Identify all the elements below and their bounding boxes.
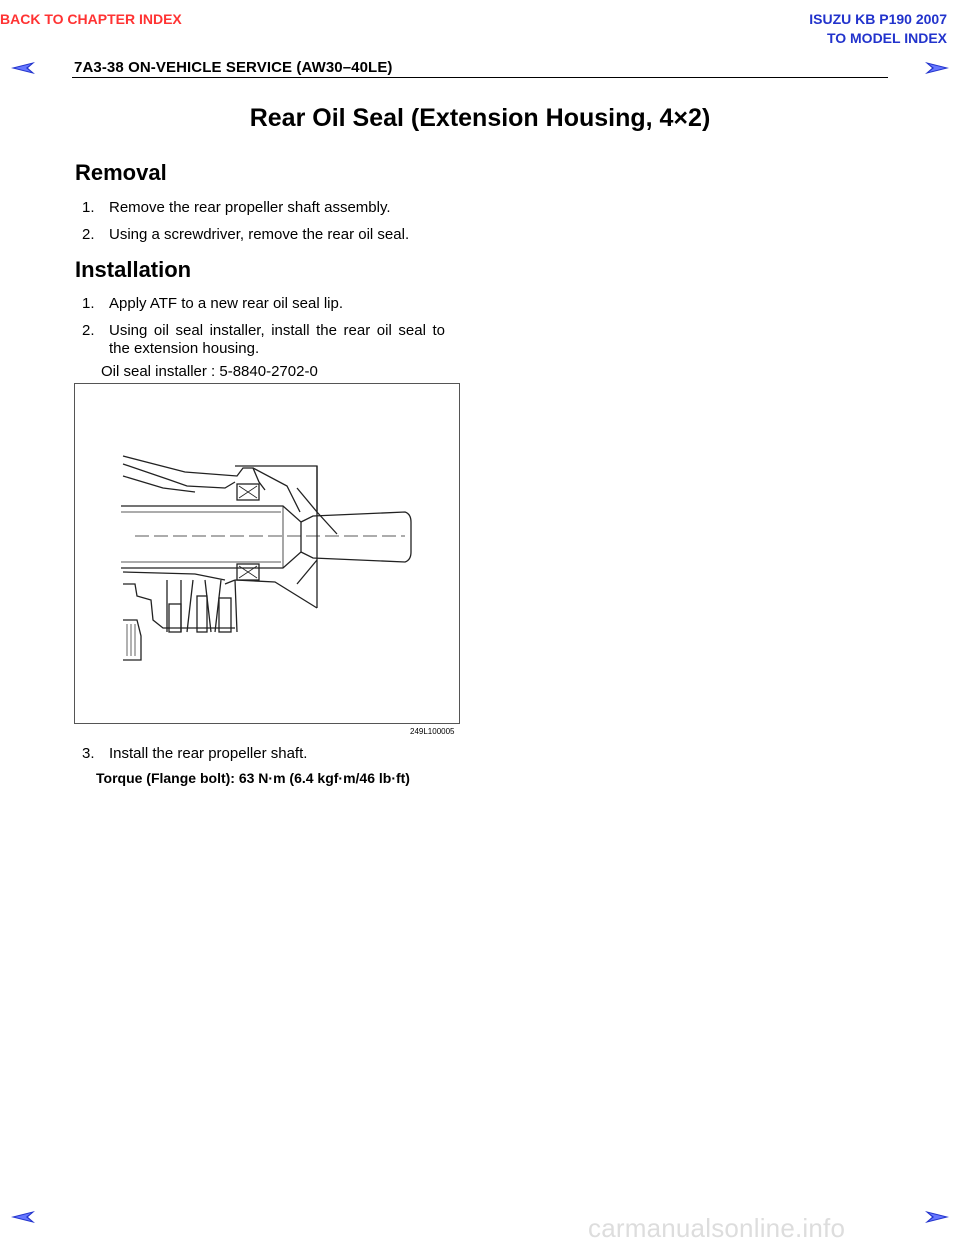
prev-page-arrow-icon[interactable] — [10, 61, 36, 75]
installation-step-3 — [82, 745, 445, 763]
step-text: Using a screwdriver, remove the rear oil seal. — [109, 226, 410, 243]
step-text: Install the rear propeller shaft. — [109, 745, 308, 762]
step-text: Using oil seal installer, install the rear oil seal to the extension housing. — [109, 322, 445, 357]
oil-seal-installer-illustration — [74, 383, 460, 724]
back-to-chapter-index-link[interactable]: BACK TO CHAPTER INDEX — [0, 11, 182, 27]
next-page-arrow-icon[interactable] — [924, 61, 950, 75]
figure-reference-number: 249L100005 — [410, 727, 455, 736]
step-number: 2. — [82, 322, 95, 339]
installation-step-2 — [82, 322, 445, 358]
model-title-link[interactable]: ISUZU KB P190 2007 — [809, 11, 947, 27]
step-number: 1. — [82, 199, 95, 216]
removal-heading: Removal — [75, 160, 167, 185]
installation-heading: Installation — [75, 257, 192, 282]
page-header: 7A3-38 ON-VEHICLE SERVICE (AW30–40LE) — [74, 59, 393, 76]
removal-step-1 — [82, 199, 445, 217]
page-title: Rear Oil Seal (Extension Housing, 4×2) — [249, 104, 711, 132]
installation-step-1 — [82, 295, 445, 313]
step-number: 1. — [82, 295, 95, 312]
to-model-index-link[interactable]: TO MODEL INDEX — [826, 30, 947, 46]
special-tool-spec: Oil seal installer : 5-8840-2702-0 — [101, 363, 318, 380]
header-divider — [72, 77, 888, 78]
watermark-text: carmanualsonline.info — [588, 1213, 846, 1243]
step-text: Apply ATF to a new rear oil seal lip. — [109, 295, 343, 312]
step-text: Remove the rear propeller shaft assembly. — [109, 199, 391, 216]
step-number: 3. — [82, 745, 95, 762]
prev-page-arrow-icon[interactable] — [10, 1210, 36, 1224]
next-page-arrow-icon[interactable] — [924, 1210, 950, 1224]
torque-spec: Torque (Flange bolt): 63 N·m (6.4 kgf·m/46 lb·ft) — [96, 770, 410, 786]
removal-step-2 — [82, 226, 445, 244]
step-number: 2. — [82, 226, 95, 243]
